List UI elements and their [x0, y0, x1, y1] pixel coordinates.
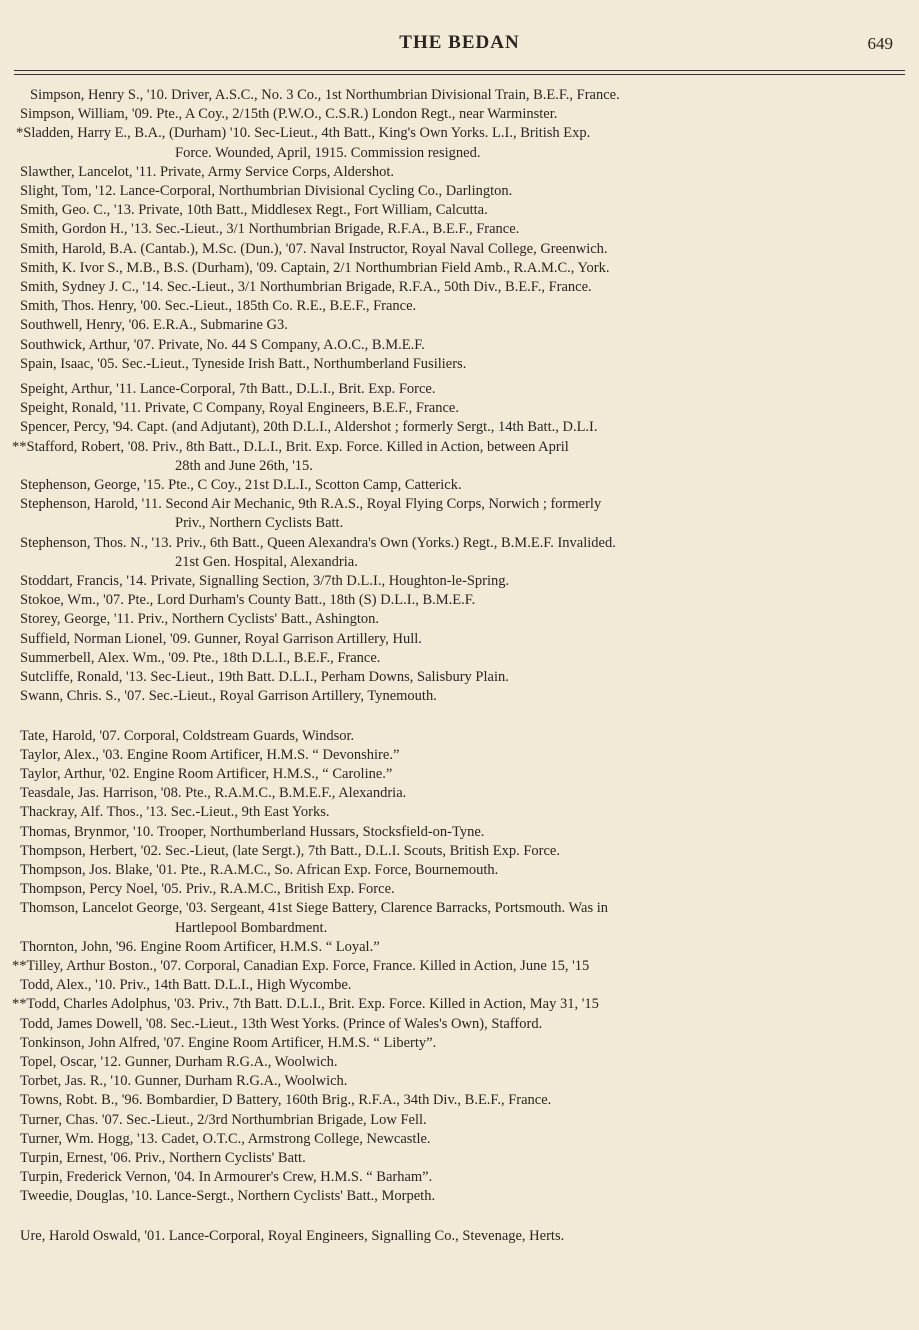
roll-entry: Stephenson, Thos. N., '13. Priv., 6th Batt., Queen Alexandra's Own (Yorks.) Regt., B.M.E.F. Invalided. — [20, 534, 616, 551]
roll-entry: Todd, James Dowell, '08. Sec.-Lieut., 13th West Yorks. (Prince of Wales's Own), Stafford. — [20, 1015, 543, 1032]
entry-continuation: Force. Wounded, April, 1915. Commission resigned. — [175, 144, 481, 161]
roll-entry: Thackray, Alf. Thos., '13. Sec.-Lieut., 9th East Yorks. — [20, 804, 330, 821]
running-title: THE BEDAN — [399, 32, 520, 53]
roll-entry: Smith, Sydney J. C., '14. Sec.-Lieut., 3/1 Northumbrian Brigade, R.F.A., 50th Div., B.E.F., France. — [20, 279, 592, 296]
roll-entry: Speight, Arthur, '11. Lance-Corporal, 7th Batt., D.L.I., Brit. Exp. Force. — [20, 381, 436, 398]
roll-entry: Thomas, Brynmor, '10. Trooper, Northumberland Hussars, Stocksfield-on-Tyne. — [20, 823, 485, 840]
roll-entry: *Sladden, Harry E., B.A., (Durham) '10. Sec-Lieut., 4th Batt., King's Own Yorks. L.I., British Exp. — [16, 125, 591, 142]
section-gap — [20, 1207, 910, 1227]
roll-entry: Thornton, John, '96. Engine Room Artificer, H.M.S. “ Loyal.” — [20, 938, 380, 955]
roll-entry: **Tilley, Arthur Boston., '07. Corporal, Canadian Exp. Force, France. Killed in Action, June 15, '15 — [12, 957, 590, 974]
roll-entry: Slight, Tom, '12. Lance-Corporal, Northumbrian Divisional Cycling Co., Darlington. — [20, 183, 513, 200]
header-rule-top — [14, 70, 905, 71]
roll-entry: Stokoe, Wm., '07. Pte., Lord Durham's County Batt., 18th (S) D.L.I., B.M.E.F. — [20, 592, 476, 609]
roll-entry: Smith, Harold, B.A. (Cantab.), M.Sc. (Dun.), '07. Naval Instructor, Royal Naval College, Greenwich. — [20, 240, 608, 257]
roll-entry: Ure, Harold Oswald, '01. Lance-Corporal, Royal Engineers, Signalling Co., Stevenage, Herts. — [20, 1227, 565, 1244]
roll-entry: Thompson, Jos. Blake, '01. Pte., R.A.M.C., So. African Exp. Force, Bournemouth. — [20, 861, 499, 878]
roll-entry: **Stafford, Robert, '08. Priv., 8th Batt., D.L.I., Brit. Exp. Force. Killed in Action, between April — [12, 438, 569, 455]
roll-entry: Taylor, Alex., '03. Engine Room Artificer, H.M.S. “ Devonshire.” — [20, 746, 400, 763]
roll-entry: Smith, K. Ivor S., M.B., B.S. (Durham), '09. Captain, 2/1 Northumbrian Field Amb., R.A.M.C., York. — [20, 259, 610, 276]
roll-entry: Torbet, Jas. R., '10. Gunner, Durham R.G.A., Woolwich. — [20, 1073, 348, 1090]
roll-entry: Simpson, William, '09. Pte., A Coy., 2/15th (P.W.O., C.S.R.) London Regt., near Warminster. — [20, 106, 558, 123]
roll-entry: Turpin, Frederick Vernon, '04. In Armourer's Crew, H.M.S. “ Barham”. — [20, 1169, 433, 1186]
roll-entry: Turner, Chas. '07. Sec.-Lieut., 2/3rd Northumbrian Brigade, Low Fell. — [20, 1111, 427, 1128]
roll-entry: Swann, Chris. S., '07. Sec.-Lieut., Royal Garrison Artillery, Tynemouth. — [20, 688, 437, 705]
roll-entry: Spain, Isaac, '05. Sec.-Lieut., Tyneside Irish Batt., Northumberland Fusiliers. — [20, 355, 467, 372]
roll-entry: Thompson, Percy Noel, '05. Priv., R.A.M.C., British Exp. Force. — [20, 881, 395, 898]
roll-entry: Speight, Ronald, '11. Private, C Company, Royal Engineers, B.E.F., France. — [20, 400, 459, 417]
roll-entry: Simpson, Henry S., '10. Driver, A.S.C., No. 3 Co., 1st Northumbrian Divisional Train, B.E.F., France. — [30, 87, 620, 103]
entry-continuation: Priv., Northern Cyclists Batt. — [175, 515, 344, 532]
roll-entry: Topel, Oscar, '12. Gunner, Durham R.G.A., Woolwich. — [20, 1053, 338, 1070]
entry-continuation: 21st Gen. Hospital, Alexandria. — [175, 553, 358, 570]
roll-entry: Stephenson, Harold, '11. Second Air Mechanic, 9th R.A.S., Royal Flying Corps, Norwich ; formerly — [20, 496, 602, 513]
roll-entry: Southwell, Henry, '06. E.R.A., Submarine G3. — [20, 317, 288, 334]
entry-continuation: Hartlepool Bombardment. — [175, 919, 328, 936]
roll-entry: Smith, Thos. Henry, '00. Sec.-Lieut., 185th Co. R.E., B.E.F., France. — [20, 298, 417, 315]
roll-entry: Tate, Harold, '07. Corporal, Coldstream Guards, Windsor. — [20, 727, 355, 744]
roll-entry: Tweedie, Douglas, '10. Lance-Sergt., Northern Cyclists' Batt., Morpeth. — [20, 1188, 436, 1205]
roll-entry: Turpin, Ernest, '06. Priv., Northern Cyclists' Batt. — [20, 1149, 306, 1166]
entry-continuation: 28th and June 26th, '15. — [175, 457, 313, 474]
roll-entry: Southwick, Arthur, '07. Private, No. 44 S Company, A.O.C., B.M.E.F. — [20, 336, 425, 353]
page-number: 649 — [867, 34, 893, 53]
roll-entry: Stephenson, George, '15. Pte., C Coy., 21st D.L.I., Scotton Camp, Catterick. — [20, 477, 462, 494]
roll-list — [12, 86, 910, 1246]
roll-entry: Todd, Alex., '10. Priv., 14th Batt. D.L.I., High Wycombe. — [20, 977, 352, 994]
roll-entry: Turner, Wm. Hogg, '13. Cadet, O.T.C., Armstrong College, Newcastle. — [20, 1130, 431, 1147]
roll-entry: Summerbell, Alex. Wm., '09. Pte., 18th D.L.I., B.E.F., France. — [20, 649, 381, 666]
roll-entry: Slawther, Lancelot, '11. Private, Army Service Corps, Aldershot. — [20, 163, 394, 180]
roll-entry: Suffield, Norman Lionel, '09. Gunner, Royal Garrison Artillery, Hull. — [20, 630, 422, 647]
roll-entry: Tonkinson, John Alfred, '07. Engine Room Artificer, H.M.S. “ Liberty”. — [20, 1034, 437, 1051]
roll-entry: Smith, Gordon H., '13. Sec.-Lieut., 3/1 Northumbrian Brigade, R.F.A., B.E.F., France. — [20, 221, 520, 238]
roll-entry: Sutcliffe, Ronald, '13. Sec-Lieut., 19th Batt. D.L.I., Perham Downs, Salisbury Plain. — [20, 669, 509, 686]
roll-entry: Thomson, Lancelot George, '03. Sergeant, 41st Siege Battery, Clarence Barracks, Portsmouth. Was in — [20, 900, 609, 917]
roll-entry: Smith, Geo. C., '13. Private, 10th Batt., Middlesex Regt., Fort William, Calcutta. — [20, 202, 488, 219]
roll-entry: Teasdale, Jas. Harrison, '08. Pte., R.A.M.C., B.M.E.F., Alexandria. — [20, 785, 407, 802]
roll-entry: Towns, Robt. B., '96. Bombardier, D Battery, 160th Brig., R.F.A., 34th Div., B.E.F., France. — [20, 1092, 552, 1109]
roll-entry: Storey, George, '11. Priv., Northern Cyclists' Batt., Ashington. — [20, 611, 379, 628]
roll-entry: Thompson, Herbert, '02. Sec.-Lieut, (late Sergt.), 7th Batt., D.L.I. Scouts, British Exp. Force. — [20, 842, 560, 859]
section-gap — [20, 707, 910, 727]
roll-entry: **Todd, Charles Adolphus, '03. Priv., 7th Batt. D.L.I., Brit. Exp. Force. Killed in Action, May 31, '15 — [12, 996, 599, 1013]
header-rule-bottom — [14, 74, 905, 75]
roll-entry: Stoddart, Francis, '14. Private, Signalling Section, 3/7th D.L.I., Houghton-le-Spring. — [20, 573, 510, 590]
roll-entry: Spencer, Percy, '94. Capt. (and Adjutant), 20th D.L.I., Aldershot ; formerly Sergt., 14th Batt., D.L.I. — [20, 419, 598, 436]
page-header — [0, 32, 919, 60]
roll-entry: Taylor, Arthur, '02. Engine Room Artificer, H.M.S., “ Caroline.” — [20, 765, 393, 782]
